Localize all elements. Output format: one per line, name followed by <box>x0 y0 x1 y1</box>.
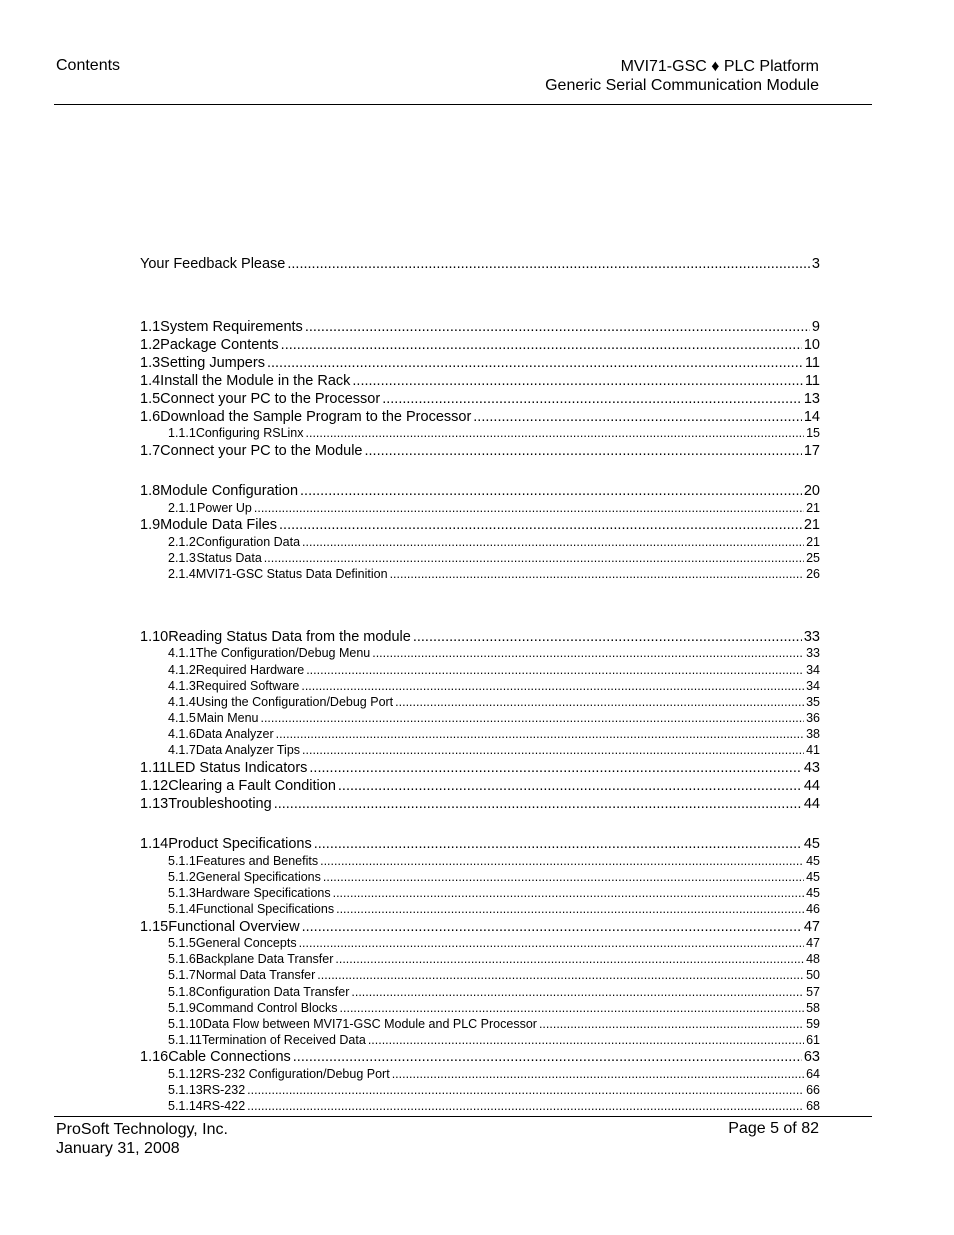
toc-leader-dots <box>336 902 804 916</box>
toc-page-number: 33 <box>803 629 820 645</box>
toc-subentry[interactable] <box>140 936 820 952</box>
toc-entry[interactable] <box>140 337 820 355</box>
header-product <box>545 57 819 95</box>
toc-number: 5.1.5 <box>168 936 196 950</box>
toc-subentry[interactable] <box>140 985 820 1001</box>
toc-page-number: 63 <box>803 1049 820 1065</box>
toc-number: 1.16 <box>140 1049 169 1065</box>
toc-subentry[interactable] <box>140 695 820 711</box>
toc-leader-dots <box>302 535 804 549</box>
toc-leader-dots <box>395 695 804 709</box>
toc-number: 4.1.7 <box>168 743 196 757</box>
toc-number: 4.1.4 <box>168 695 196 709</box>
toc-entry[interactable] <box>140 409 820 427</box>
toc-number: 2.1.3 <box>168 551 196 565</box>
toc-number: 1.13 <box>140 796 169 812</box>
toc-title: Hardware Specifications <box>195 886 331 900</box>
toc-subentry[interactable] <box>140 870 820 886</box>
toc-number: 2.1.4 <box>168 567 196 581</box>
toc-leader-dots <box>317 968 804 982</box>
toc-leader-dots <box>390 567 805 581</box>
toc-leader-dots <box>260 711 804 725</box>
toc-title: Data Analyzer <box>195 727 274 741</box>
toc-number: 5.1.14 <box>168 1099 203 1113</box>
toc-entry[interactable] <box>140 443 820 461</box>
toc-leader-dots <box>276 727 804 741</box>
toc-number: 5.1.12 <box>168 1067 203 1081</box>
toc-title: MVI71-GSC Status Data Definition <box>195 567 388 581</box>
toc-page-number: 36 <box>806 711 820 725</box>
toc-entry[interactable] <box>140 796 820 814</box>
toc-leader-dots <box>351 985 804 999</box>
toc-leader-dots <box>352 373 803 389</box>
toc-title: Configuring RSLinx <box>195 426 304 440</box>
toc-leader-dots <box>335 952 804 966</box>
toc-page-number: 34 <box>806 679 820 693</box>
toc-number: 5.1.7 <box>168 968 196 982</box>
toc-subentry[interactable] <box>140 567 820 583</box>
toc-number: 5.1.13 <box>168 1083 203 1097</box>
toc-title: LED Status Indicators <box>167 760 308 776</box>
toc-leader-dots <box>368 1033 804 1047</box>
toc-subentry[interactable] <box>140 663 820 679</box>
toc-page-number: 21 <box>806 535 820 549</box>
toc-number: 1.12 <box>140 778 169 794</box>
toc-page-number: 44 <box>803 796 820 812</box>
toc-subentry[interactable] <box>140 1033 820 1049</box>
toc-title: Troubleshooting <box>168 796 272 812</box>
toc-subentry[interactable] <box>140 501 820 517</box>
toc-title: Backplane Data Transfer <box>195 952 334 966</box>
toc-page-number: 44 <box>803 778 820 794</box>
toc-title: Download the Sample Program to the Processor <box>160 409 472 425</box>
toc-page-number: 21 <box>803 517 820 533</box>
toc-leader-dots <box>293 1049 802 1065</box>
toc-number: 5.1.4 <box>168 902 196 916</box>
toc-number: 4.1.5 <box>168 711 196 725</box>
toc-number: 5.1.1 <box>168 854 196 868</box>
toc-page-number: 13 <box>803 391 820 407</box>
toc-title: Required Software <box>195 679 300 693</box>
toc-leader-dots <box>302 743 804 757</box>
toc-page-number: 14 <box>803 409 820 425</box>
toc-leader-dots <box>413 629 802 645</box>
toc-number: 1.1 <box>140 319 161 335</box>
toc-leader-dots <box>305 319 810 335</box>
toc-subentry[interactable] <box>140 1067 820 1083</box>
toc-title: Status Data <box>196 551 262 565</box>
toc-number: 4.1.2 <box>168 663 196 677</box>
toc-number: 1.10 <box>140 629 169 645</box>
toc-page-number: 35 <box>806 695 820 709</box>
toc-entry[interactable] <box>140 836 820 854</box>
toc-leader-dots <box>254 501 804 515</box>
toc-title: Termination of Received Data <box>201 1033 366 1047</box>
toc-number: 1.5 <box>140 391 161 407</box>
toc-page-number: 33 <box>806 646 820 660</box>
toc-leader-dots <box>323 870 804 884</box>
toc-number: 1.14 <box>140 836 169 852</box>
toc-title: Connect your PC to the Module <box>160 443 363 459</box>
toc-title: Clearing a Fault Condition <box>168 778 336 794</box>
toc-leader-dots <box>302 919 802 935</box>
toc-title: The Configuration/Debug Menu <box>195 646 371 660</box>
toc-subentry[interactable] <box>140 886 820 902</box>
toc-page-number: 26 <box>806 567 820 581</box>
toc-leader-dots <box>300 483 802 499</box>
toc-page-number: 48 <box>806 952 820 966</box>
toc-subentry[interactable] <box>140 711 820 727</box>
toc-number: 1.8 <box>140 483 161 499</box>
toc-title: Configuration Data <box>195 535 301 549</box>
toc-title: System Requirements <box>160 319 303 335</box>
toc-page-number: 61 <box>806 1033 820 1047</box>
toc-leader-dots <box>306 426 805 440</box>
toc-title: Module Data Files <box>160 517 278 533</box>
toc-number: 1.2 <box>140 337 161 353</box>
footer-page-number: Page 5 of 82 <box>728 1120 819 1137</box>
toc-page-number: 46 <box>806 902 820 916</box>
toc-leader-dots <box>309 760 801 776</box>
toc-entry[interactable] <box>140 1049 820 1067</box>
toc-page-number: 45 <box>806 886 820 900</box>
toc-title: Your Feedback Please <box>140 256 286 272</box>
toc-title: Configuration Data Transfer <box>195 985 350 999</box>
toc-number: 4.1.3 <box>168 679 196 693</box>
toc-page-number: 59 <box>806 1017 820 1031</box>
toc-number: 1.1.1 <box>168 426 196 440</box>
toc-entry[interactable] <box>140 373 820 391</box>
header-section-title: Contents <box>56 57 121 74</box>
toc-page-number: 17 <box>803 443 820 459</box>
toc-number: 2.1.1 <box>168 501 196 515</box>
toc-title: Main Menu <box>196 711 259 725</box>
toc-entry[interactable] <box>140 629 820 647</box>
toc-number: 1.4 <box>140 373 161 389</box>
toc-page-number: 47 <box>806 936 820 950</box>
header-product-line2: Generic Serial Communication Module <box>545 77 819 94</box>
toc-leader-dots <box>473 409 802 425</box>
toc-entry[interactable] <box>140 760 820 778</box>
toc-title: Setting Jumpers <box>160 355 265 371</box>
toc-number: 1.11 <box>140 760 168 776</box>
toc-title: Features and Benefits <box>195 854 319 868</box>
toc-page-number: 58 <box>806 1001 820 1015</box>
toc-number: 5.1.6 <box>168 952 196 966</box>
toc-subentry[interactable] <box>140 1099 820 1115</box>
toc-leader-dots <box>333 886 804 900</box>
toc-leader-dots <box>279 517 802 533</box>
toc-page-number: 47 <box>803 919 820 935</box>
toc-subentry[interactable] <box>140 1017 820 1033</box>
toc-leader-dots <box>382 391 802 407</box>
toc-subentry[interactable] <box>140 535 820 551</box>
toc-page-number: 10 <box>803 337 820 353</box>
toc-leader-dots <box>281 337 802 353</box>
toc-subentry[interactable] <box>140 902 820 918</box>
toc-number: 4.1.6 <box>168 727 196 741</box>
toc-title: Package Contents <box>160 337 279 353</box>
toc-number: 1.7 <box>140 443 161 459</box>
header-rule <box>54 104 872 105</box>
toc-entry[interactable] <box>140 391 820 409</box>
toc-number: 5.1.3 <box>168 886 196 900</box>
toc-title: General Specifications <box>195 870 321 884</box>
toc-leader-dots <box>247 1083 804 1097</box>
toc-subentry[interactable] <box>140 952 820 968</box>
toc-leader-dots <box>267 355 803 371</box>
toc-page-number: 43 <box>803 760 820 776</box>
toc-title: Connect your PC to the Processor <box>160 391 381 407</box>
header-product-line1: MVI71-GSC ♦ PLC Platform <box>620 58 819 75</box>
toc-page-number: 21 <box>806 501 820 515</box>
toc-page-number: 25 <box>806 551 820 565</box>
toc-page-number: 9 <box>811 319 820 335</box>
footer-company: ProSoft Technology, Inc. <box>56 1121 228 1138</box>
toc-title: RS-422 <box>202 1099 246 1113</box>
toc-number: 2.1.2 <box>168 535 196 549</box>
toc-number: 5.1.11 <box>168 1033 202 1047</box>
toc-title: Power Up <box>197 501 252 515</box>
toc-entry[interactable] <box>140 919 820 937</box>
toc-title: Normal Data Transfer <box>195 968 316 982</box>
toc-page-number: 20 <box>803 483 820 499</box>
toc-page-number: 45 <box>806 870 820 884</box>
toc-leader-dots <box>314 836 802 852</box>
toc-page-number: 15 <box>806 426 820 440</box>
toc-page-number: 50 <box>806 968 820 982</box>
toc-entry[interactable] <box>140 517 820 535</box>
toc-entry[interactable] <box>140 256 820 274</box>
toc-subentry[interactable] <box>140 743 820 759</box>
toc-number: 5.1.9 <box>168 1001 196 1015</box>
footer-rule <box>54 1116 872 1117</box>
toc-page-number: 38 <box>806 727 820 741</box>
toc-title: Product Specifications <box>168 836 312 852</box>
toc-page-number: 11 <box>804 355 820 371</box>
toc-leader-dots <box>539 1017 804 1031</box>
toc-leader-dots <box>372 646 804 660</box>
toc-number: 5.1.2 <box>168 870 196 884</box>
toc-title: Command Control Blocks <box>195 1001 338 1015</box>
toc-number: 5.1.10 <box>168 1017 203 1031</box>
footer-date: January 31, 2008 <box>56 1140 180 1157</box>
toc-page-number: 64 <box>806 1067 820 1081</box>
toc-title: Cable Connections <box>168 1049 291 1065</box>
toc-page-number: 57 <box>806 985 820 999</box>
toc-subentry[interactable] <box>140 968 820 984</box>
toc-leader-dots <box>247 1099 804 1113</box>
toc-leader-dots <box>301 679 804 693</box>
toc-page-number: 3 <box>811 256 820 272</box>
toc-leader-dots <box>340 1001 805 1015</box>
toc-number: 1.15 <box>140 919 169 935</box>
toc-page-number: 34 <box>806 663 820 677</box>
toc-entry[interactable] <box>140 483 820 501</box>
toc-number: 4.1.1 <box>168 646 196 660</box>
footer-left <box>56 1120 228 1158</box>
toc-page-number: 45 <box>806 854 820 868</box>
toc-subentry[interactable] <box>140 646 820 662</box>
toc-title: Install the Module in the Rack <box>160 373 351 389</box>
toc-title: Using the Configuration/Debug Port <box>195 695 394 709</box>
toc-number: 1.3 <box>140 355 161 371</box>
toc-number: 1.6 <box>140 409 161 425</box>
toc-subentry[interactable] <box>140 727 820 743</box>
toc-title: Data Analyzer Tips <box>195 743 301 757</box>
toc-page-number: 68 <box>806 1099 820 1113</box>
toc-leader-dots <box>287 256 810 272</box>
toc-title: RS-232 <box>202 1083 246 1097</box>
toc-entry[interactable] <box>140 319 820 337</box>
toc-title: Module Configuration <box>160 483 299 499</box>
toc-subentry[interactable] <box>140 551 820 567</box>
toc-subentry[interactable] <box>140 426 820 442</box>
toc-title: Functional Specifications <box>195 902 335 916</box>
toc-leader-dots <box>274 796 802 812</box>
toc-title: Data Flow between MVI71-GSC Module and PLC Processor <box>202 1017 537 1031</box>
toc-page-number: 66 <box>806 1083 820 1097</box>
toc-leader-dots <box>306 663 804 677</box>
toc-title: General Concepts <box>195 936 297 950</box>
toc-subentry[interactable] <box>140 1083 820 1099</box>
toc-title: Reading Status Data from the module <box>168 629 411 645</box>
toc-page-number: 11 <box>804 373 820 389</box>
toc-subentry[interactable] <box>140 1001 820 1017</box>
toc-page-number: 45 <box>803 836 820 852</box>
toc-leader-dots <box>299 936 805 950</box>
toc-leader-dots <box>392 1067 804 1081</box>
toc-entry[interactable] <box>140 778 820 796</box>
toc-leader-dots <box>364 443 801 459</box>
toc-title: Required Hardware <box>195 663 305 677</box>
toc-leader-dots <box>264 551 804 565</box>
toc-leader-dots <box>338 778 802 794</box>
toc-entry[interactable] <box>140 355 820 373</box>
toc-number: 1.9 <box>140 517 161 533</box>
toc-number: 5.1.8 <box>168 985 196 999</box>
toc-subentry[interactable] <box>140 854 820 870</box>
toc-title: RS-232 Configuration/Debug Port <box>202 1067 390 1081</box>
toc-leader-dots <box>320 854 804 868</box>
toc-page-number: 41 <box>806 743 820 757</box>
toc-title: Functional Overview <box>168 919 300 935</box>
toc-subentry[interactable] <box>140 679 820 695</box>
